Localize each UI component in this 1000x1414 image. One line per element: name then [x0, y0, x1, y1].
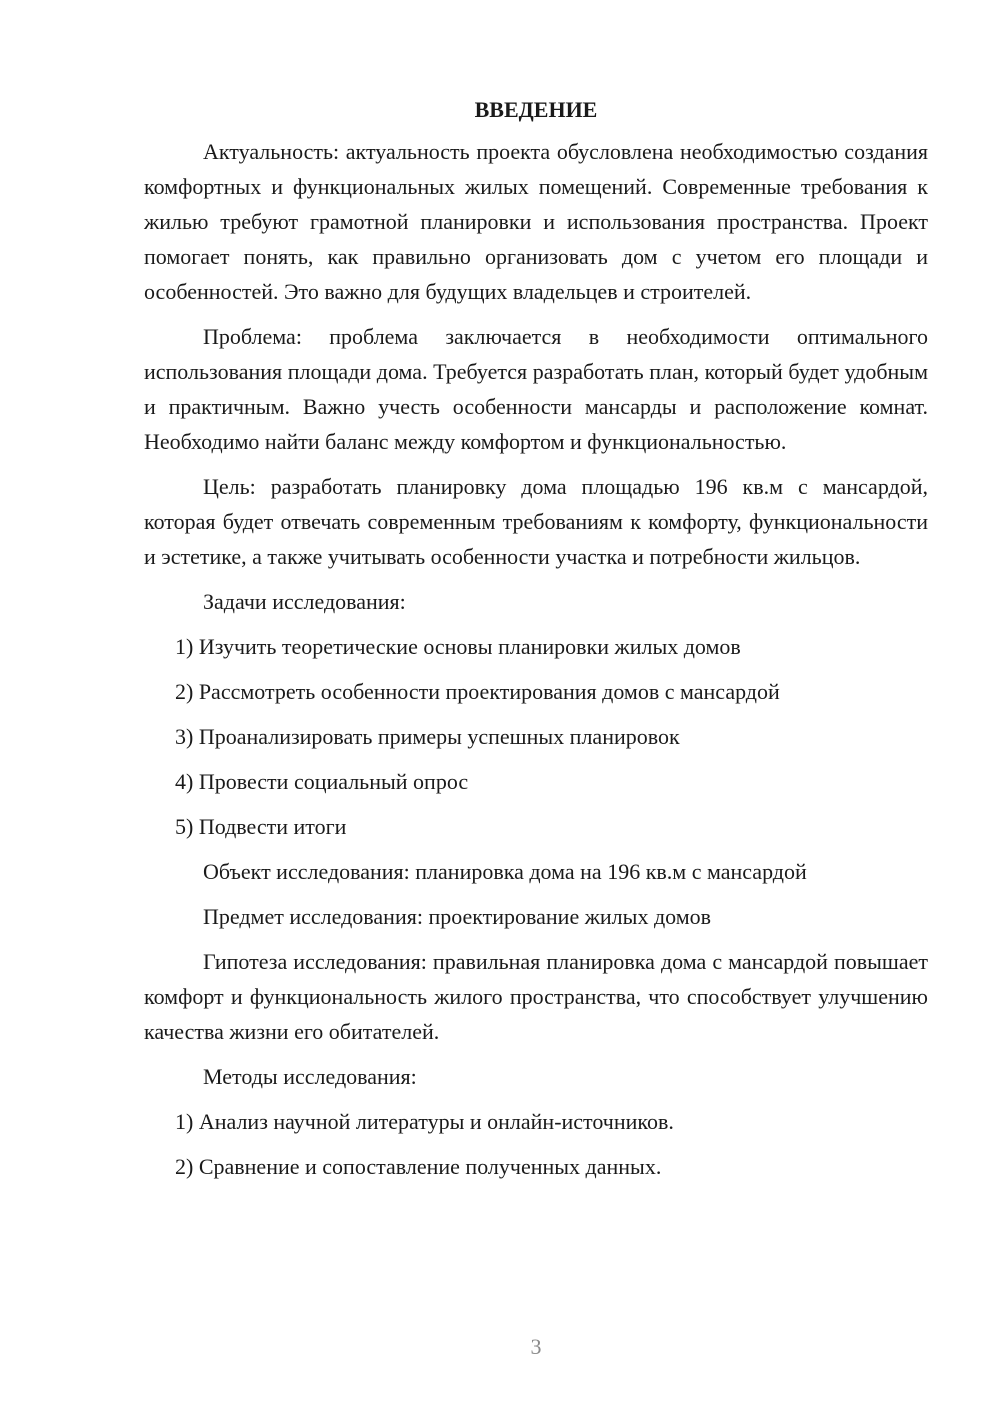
relevance-paragraph: Актуальность: актуальность проекта обусловлена необходимостью создания комфортных и функциональных жилых помещений. Современные требования к жилью требуют грамотной планировки и использования пространства. Проект помогает понять, как правильно организовать дом с учетом его площади и особенностей. Это важно для будущих владельцев и строителей. [144, 139, 928, 304]
tasks-heading: Задачи исследования: [203, 589, 406, 614]
page-title: ВВЕДЕНИЕ [474, 97, 598, 122]
task-item: 2) Рассмотреть особенности проектирования домов с мансардой [175, 679, 780, 704]
task-item: 4) Провести социальный опрос [175, 769, 469, 794]
methods-heading: Методы исследования: [203, 1064, 417, 1089]
task-item: 1) Изучить теоретические основы планировки жилых домов [175, 634, 741, 659]
method-item: 2) Сравнение и сопоставление полученных данных. [175, 1154, 662, 1179]
research-subject: Предмет исследования: проектирование жилых домов [203, 904, 712, 929]
document-page [144, 92, 928, 1194]
problem-paragraph: Проблема: проблема заключается в необходимости оптимального использования площади дома. Требуется разработать план, который будет удобным и практичным. Важно учесть особенности мансарды и расположение комнат. Необходимо найти баланс между комфортом и функциональностью. [144, 324, 928, 454]
task-item: 3) Проанализировать примеры успешных планировок [175, 724, 680, 749]
goal-paragraph: Цель: разработать планировку дома площадью 196 кв.м с мансардой, которая будет отвечать современным требованиям к комфорту, функциональности и эстетике, а также учитывать особенности участка и потребности жильцов. [144, 474, 928, 569]
task-item: 5) Подвести итоги [175, 814, 347, 839]
page-number: 3 [530, 1334, 542, 1359]
method-item: 1) Анализ научной литературы и онлайн-источников. [175, 1109, 674, 1134]
research-object: Объект исследования: планировка дома на 196 кв.м с мансардой [203, 859, 807, 884]
hypothesis-paragraph: Гипотеза исследования: правильная планировка дома с мансардой повышает комфорт и функциональность жилого пространства, что способствует улучшению качества жизни его обитателей. [144, 949, 928, 1044]
